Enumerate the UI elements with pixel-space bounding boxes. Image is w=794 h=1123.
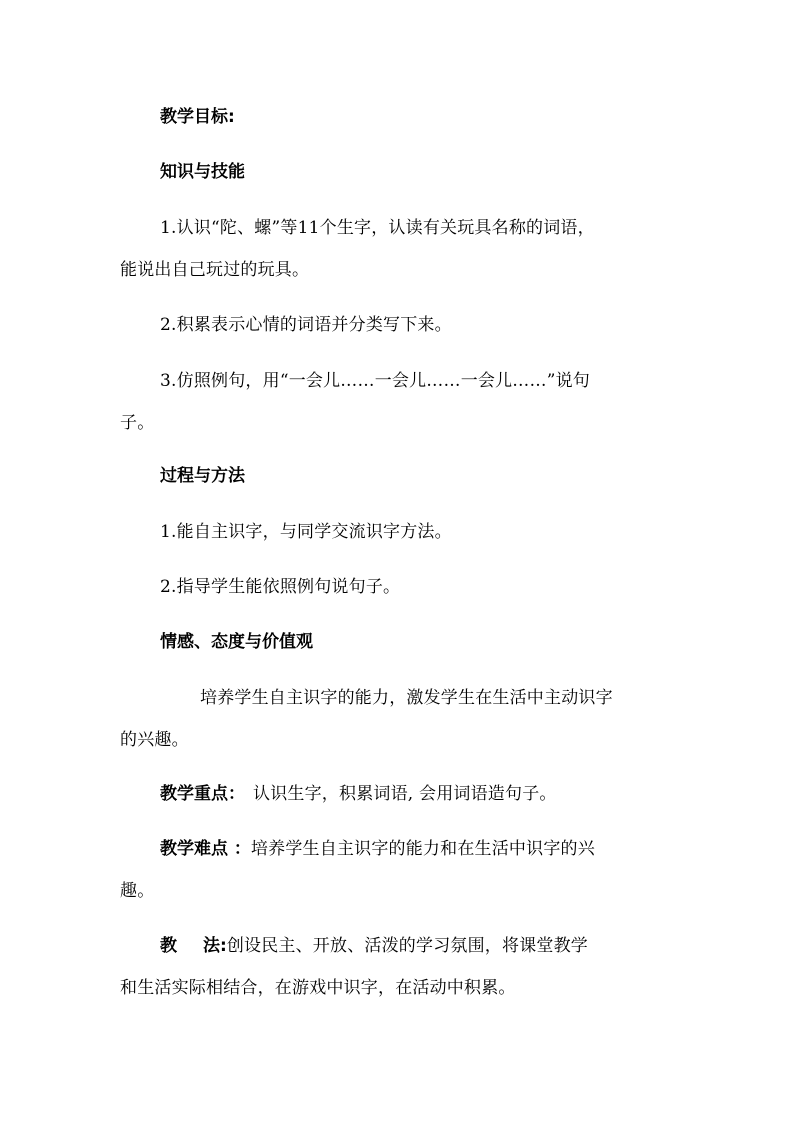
teaching-method-text-line-1: 创设民主、开放、活泼的学习氛围，将课堂教学 xyxy=(226,936,589,956)
section-process-methods: 过程与方法 xyxy=(160,466,245,486)
key-points-row xyxy=(160,782,557,806)
section-emotion-attitude-values: 情感、态度与价值观 xyxy=(160,632,313,652)
difficulty-text-line-1: 培养学生自主识字的能力和在生活中识字的兴 xyxy=(250,839,595,859)
key-points-label: 教学重点： xyxy=(160,784,245,804)
knowledge-item-1-line-1: 1.认识“陀、螺”等11个生字，认读有关玩具名称的词语， xyxy=(160,218,595,238)
section-knowledge-skills: 知识与技能 xyxy=(160,162,245,182)
teaching-method-text-line-2: 和生活实际相结合，在游戏中识字，在活动中积累。 xyxy=(120,978,516,998)
difficulty-row xyxy=(160,837,595,861)
heading-teaching-objectives: 教学目标: xyxy=(160,107,235,127)
knowledge-item-2: 2.积累表示心情的词语并分类写下来。 xyxy=(160,315,452,335)
teaching-method-row xyxy=(160,934,588,958)
key-points-text: 认识生字，积累词语, 会用词语造句子。 xyxy=(253,784,557,804)
emotion-paragraph-line-1: 培养学生自主识字的能力，激发学生在生活中主动识字 xyxy=(200,688,613,708)
teaching-method-label-b: 法: xyxy=(203,936,227,956)
process-item-1: 1.能自主识字，与同学交流识字方法。 xyxy=(160,522,452,542)
process-item-2: 2.指导学生能依照例句说句子。 xyxy=(160,577,401,597)
knowledge-item-3-line-2: 子。 xyxy=(120,413,155,433)
teaching-method-label-a: 教 xyxy=(160,936,177,956)
knowledge-item-3-line-1: 3.仿照例句，用“一会儿……一会儿……一会儿……”说句 xyxy=(160,371,591,391)
knowledge-item-1-line-2: 能说出自己玩过的玩具。 xyxy=(120,260,310,280)
difficulty-label: 教学难点 ： xyxy=(160,839,251,859)
emotion-paragraph-line-2: 的兴趣。 xyxy=(120,730,189,750)
difficulty-text-line-2: 趣。 xyxy=(120,881,155,901)
